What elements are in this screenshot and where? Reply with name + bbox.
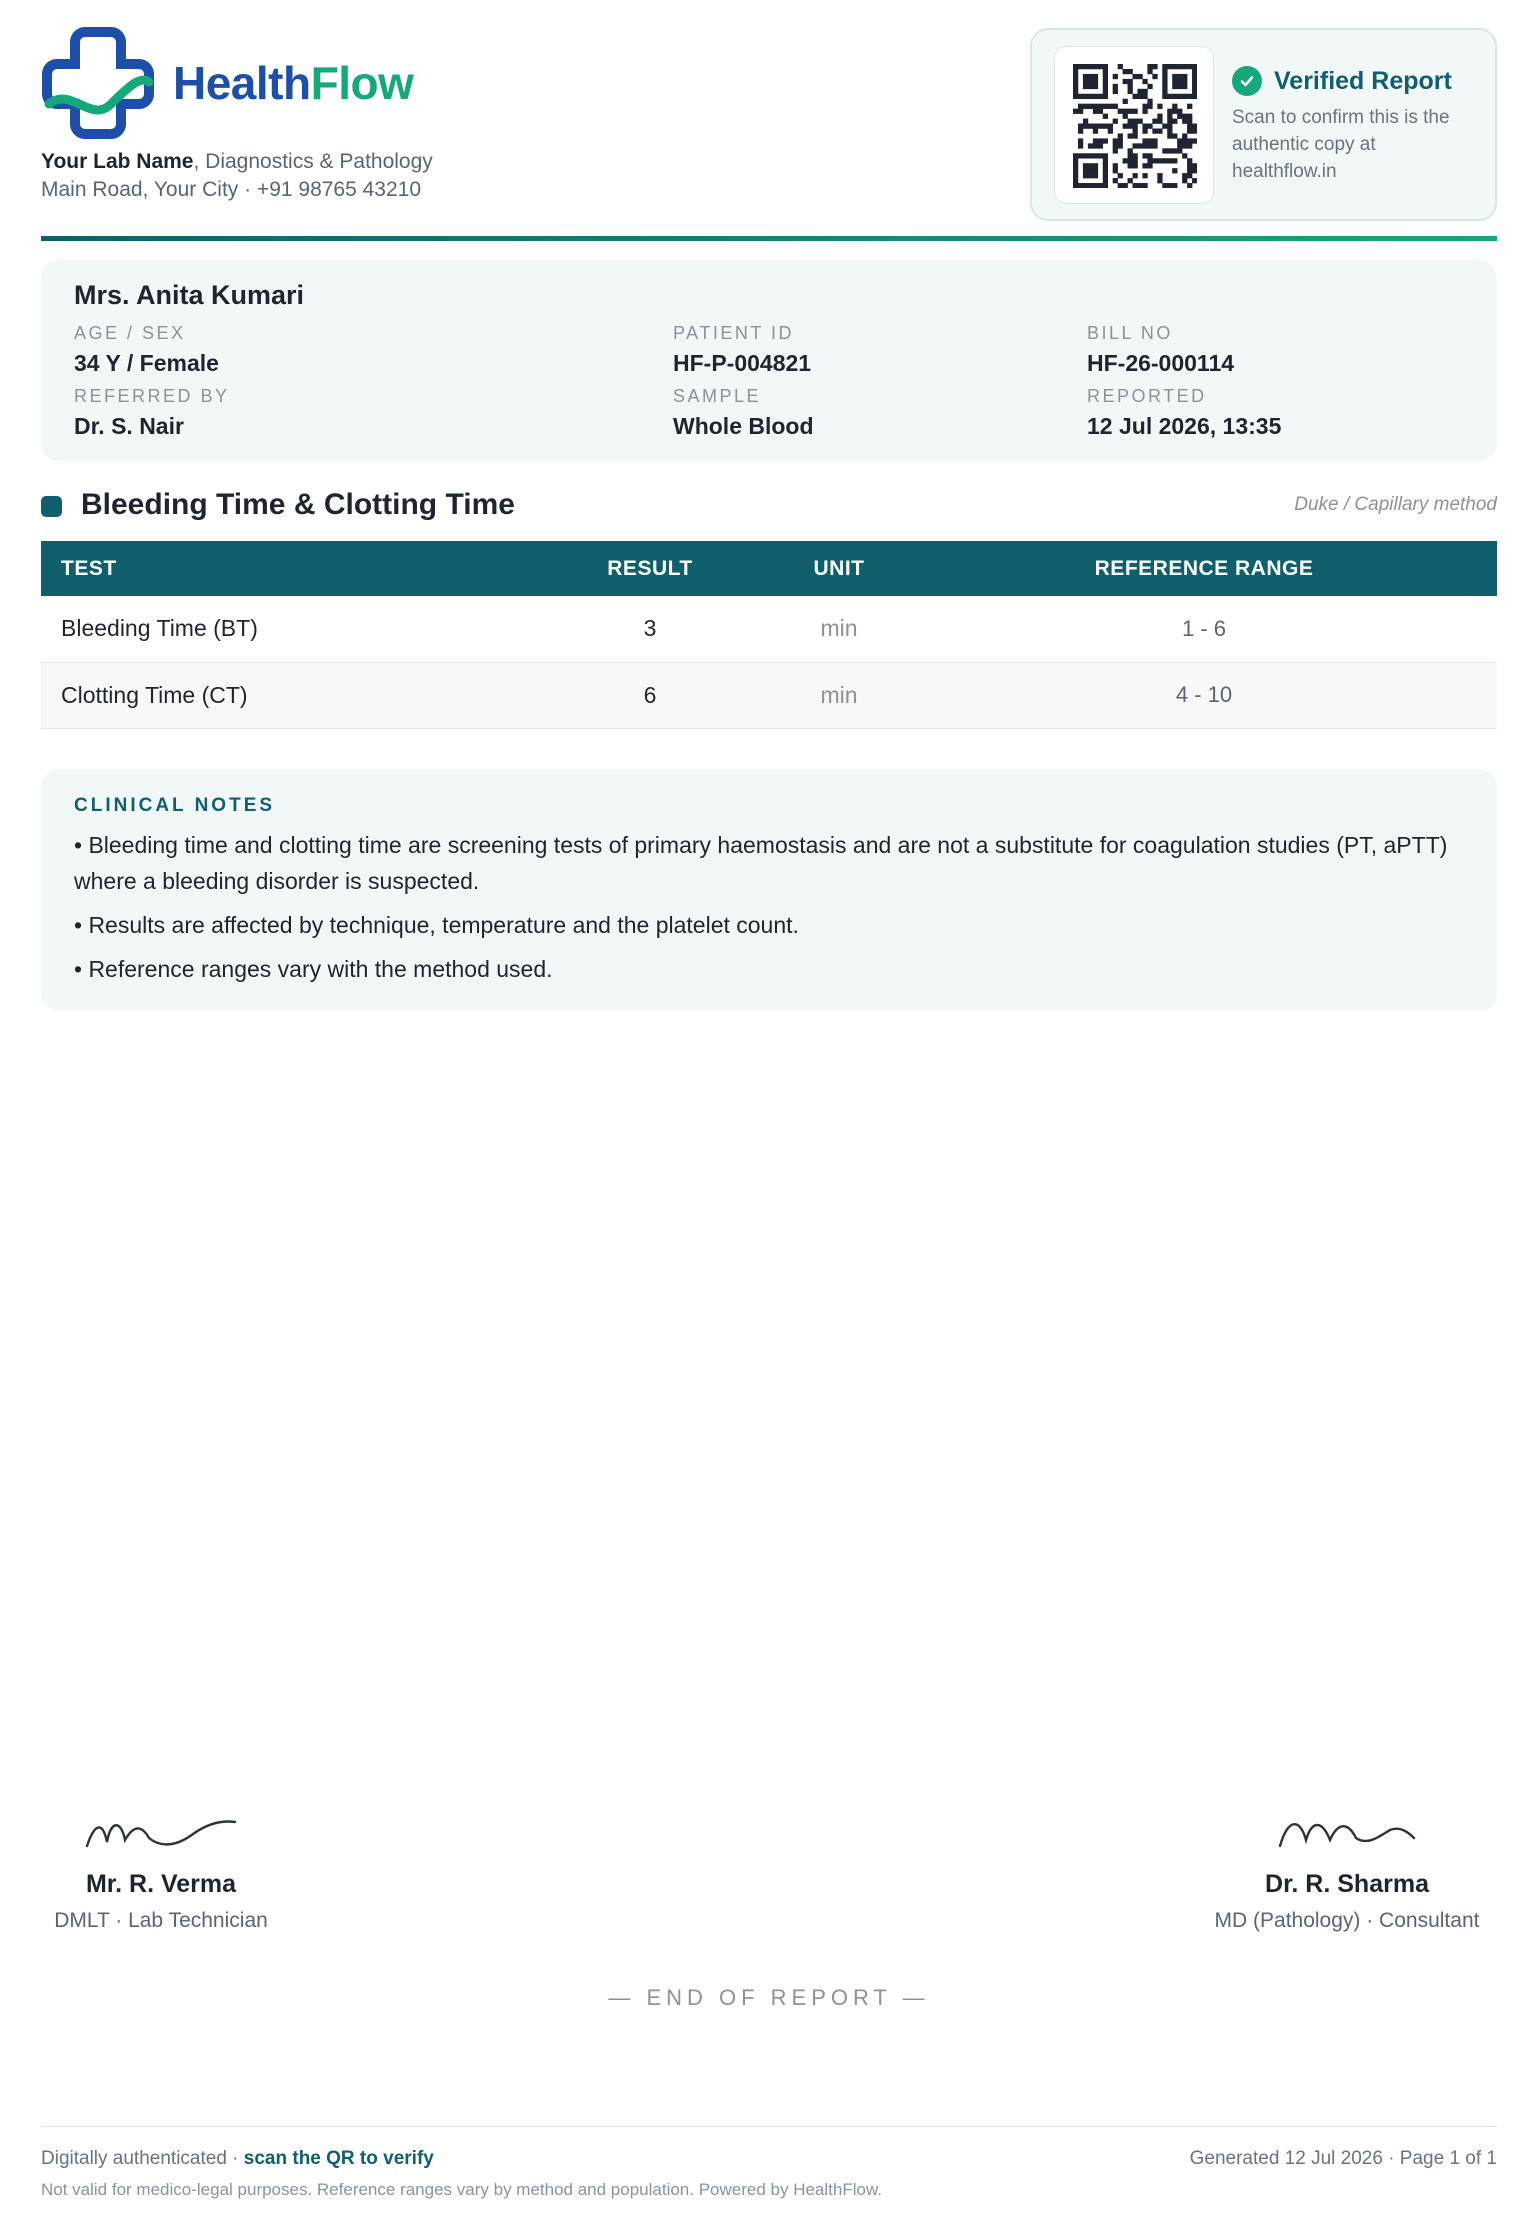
- healthflow-logo-icon: [41, 26, 155, 140]
- note-item: • Bleeding time and clotting time are screening tests of primary haemostasis and are not a substitute for coagulation studies (PT, aPTT) where a bleeding disorder is suspected.: [74, 832, 1448, 894]
- field-age-sex: [74, 323, 219, 377]
- section-title: Bleeding Time & Clotting Time: [81, 488, 515, 521]
- field-label: SAMPLE: [673, 386, 762, 406]
- patient-card: [41, 260, 1497, 461]
- signatory-name: Mr. R. Verma: [85, 1870, 237, 1898]
- table-row: [41, 596, 1497, 662]
- results-table: [41, 541, 1497, 729]
- lab-tagline: , Diagnostics & Pathology: [193, 150, 433, 173]
- field-value: HF-26-000114: [1087, 350, 1235, 376]
- verified-text: Scan to confirm this is the authentic copy at healthflow.in: [1232, 107, 1450, 182]
- section-method: Duke / Capillary method: [1294, 494, 1497, 515]
- footer-auth-prefix: Digitally authenticated ·: [41, 2148, 244, 2169]
- field-referred-by: [74, 386, 230, 440]
- patient-name: Mrs. Anita Kumari: [74, 280, 305, 310]
- footer-divider: [41, 2126, 1497, 2127]
- lab-address: Main Road, Your City · +91 98765 43210: [41, 178, 422, 201]
- verified-row: [1232, 66, 1452, 96]
- signatory-role: MD (Pathology) · Consultant: [1214, 1909, 1480, 1932]
- note-item: • Reference ranges vary with the method used.: [74, 956, 553, 982]
- signature-technician: [41, 1808, 281, 1933]
- header-divider: [41, 236, 1497, 241]
- verify-card: [1030, 28, 1497, 221]
- signature-icon: [81, 1808, 241, 1858]
- field-label: AGE / SEX: [74, 323, 186, 343]
- field-label: PATIENT ID: [673, 323, 795, 343]
- field-patient-id: [673, 323, 811, 377]
- field-value: 12 Jul 2026, 13:35: [1087, 413, 1282, 439]
- cell-result: 6: [533, 662, 767, 728]
- footer-generated: Generated 12 Jul 2026 · Page 1 of 1: [1189, 2148, 1497, 2169]
- cell-reference: 4 - 10: [911, 662, 1497, 728]
- field-reported: [1087, 386, 1281, 440]
- field-value: Whole Blood: [673, 413, 814, 439]
- verified-title: Verified Report: [1274, 66, 1452, 95]
- report-page: [41, 0, 1497, 2231]
- field-sample: [673, 386, 814, 440]
- end-of-report: — END OF REPORT —: [608, 1985, 930, 2010]
- section-marker-icon: [41, 496, 62, 517]
- field-label: REFERRED BY: [74, 386, 230, 406]
- cell-reference: 1 - 6: [911, 596, 1497, 662]
- brand: [41, 26, 413, 140]
- brand-name-part2: Flow: [310, 57, 414, 109]
- qr-code-icon: [1073, 64, 1197, 188]
- footer-disclaimer: Not valid for medico-legal purposes. Reference ranges vary by method and population. Powered by HealthFlow.: [41, 2180, 883, 2199]
- clinical-notes: [41, 769, 1497, 1011]
- verify-link[interactable]: scan the QR to verify: [243, 2148, 434, 2169]
- cell-unit: min: [767, 596, 911, 662]
- lab-name: Your Lab Name: [41, 150, 194, 173]
- brand-name-part1: Health: [173, 57, 311, 109]
- field-value: 34 Y / Female: [74, 350, 219, 376]
- footer-auth: [41, 2148, 434, 2170]
- lab-name-line: [41, 150, 433, 174]
- field-value: Dr. S. Nair: [74, 413, 184, 439]
- cell-test: Clotting Time (CT): [41, 662, 533, 728]
- cell-unit: min: [767, 662, 911, 728]
- check-circle-icon: [1232, 66, 1262, 96]
- signatory-role: DMLT · Lab Technician: [54, 1909, 268, 1932]
- notes-list: [74, 827, 1474, 995]
- signature-consultant: [1197, 1808, 1497, 1933]
- cell-result: 3: [533, 596, 767, 662]
- table-row: [41, 662, 1497, 728]
- table-header-row: [41, 541, 1497, 596]
- field-bill-no: [1087, 323, 1234, 377]
- field-label: REPORTED: [1087, 386, 1207, 406]
- signatory-name: Dr. R. Sharma: [1265, 1870, 1429, 1898]
- field-value: HF-P-004821: [673, 350, 812, 376]
- col-header-result: RESULT: [533, 541, 767, 596]
- col-header-reference: REFERENCE RANGE: [911, 541, 1497, 596]
- col-header-test: TEST: [41, 541, 533, 596]
- cell-test: Bleeding Time (BT): [41, 596, 533, 662]
- col-header-unit: UNIT: [767, 541, 911, 596]
- field-label: BILL NO: [1087, 323, 1173, 343]
- brand-name: [173, 56, 413, 110]
- notes-title: CLINICAL NOTES: [74, 795, 276, 816]
- note-item: • Results are affected by technique, temperature and the platelet count.: [74, 912, 799, 938]
- signature-icon: [1272, 1808, 1422, 1858]
- qr-code[interactable]: [1054, 46, 1214, 204]
